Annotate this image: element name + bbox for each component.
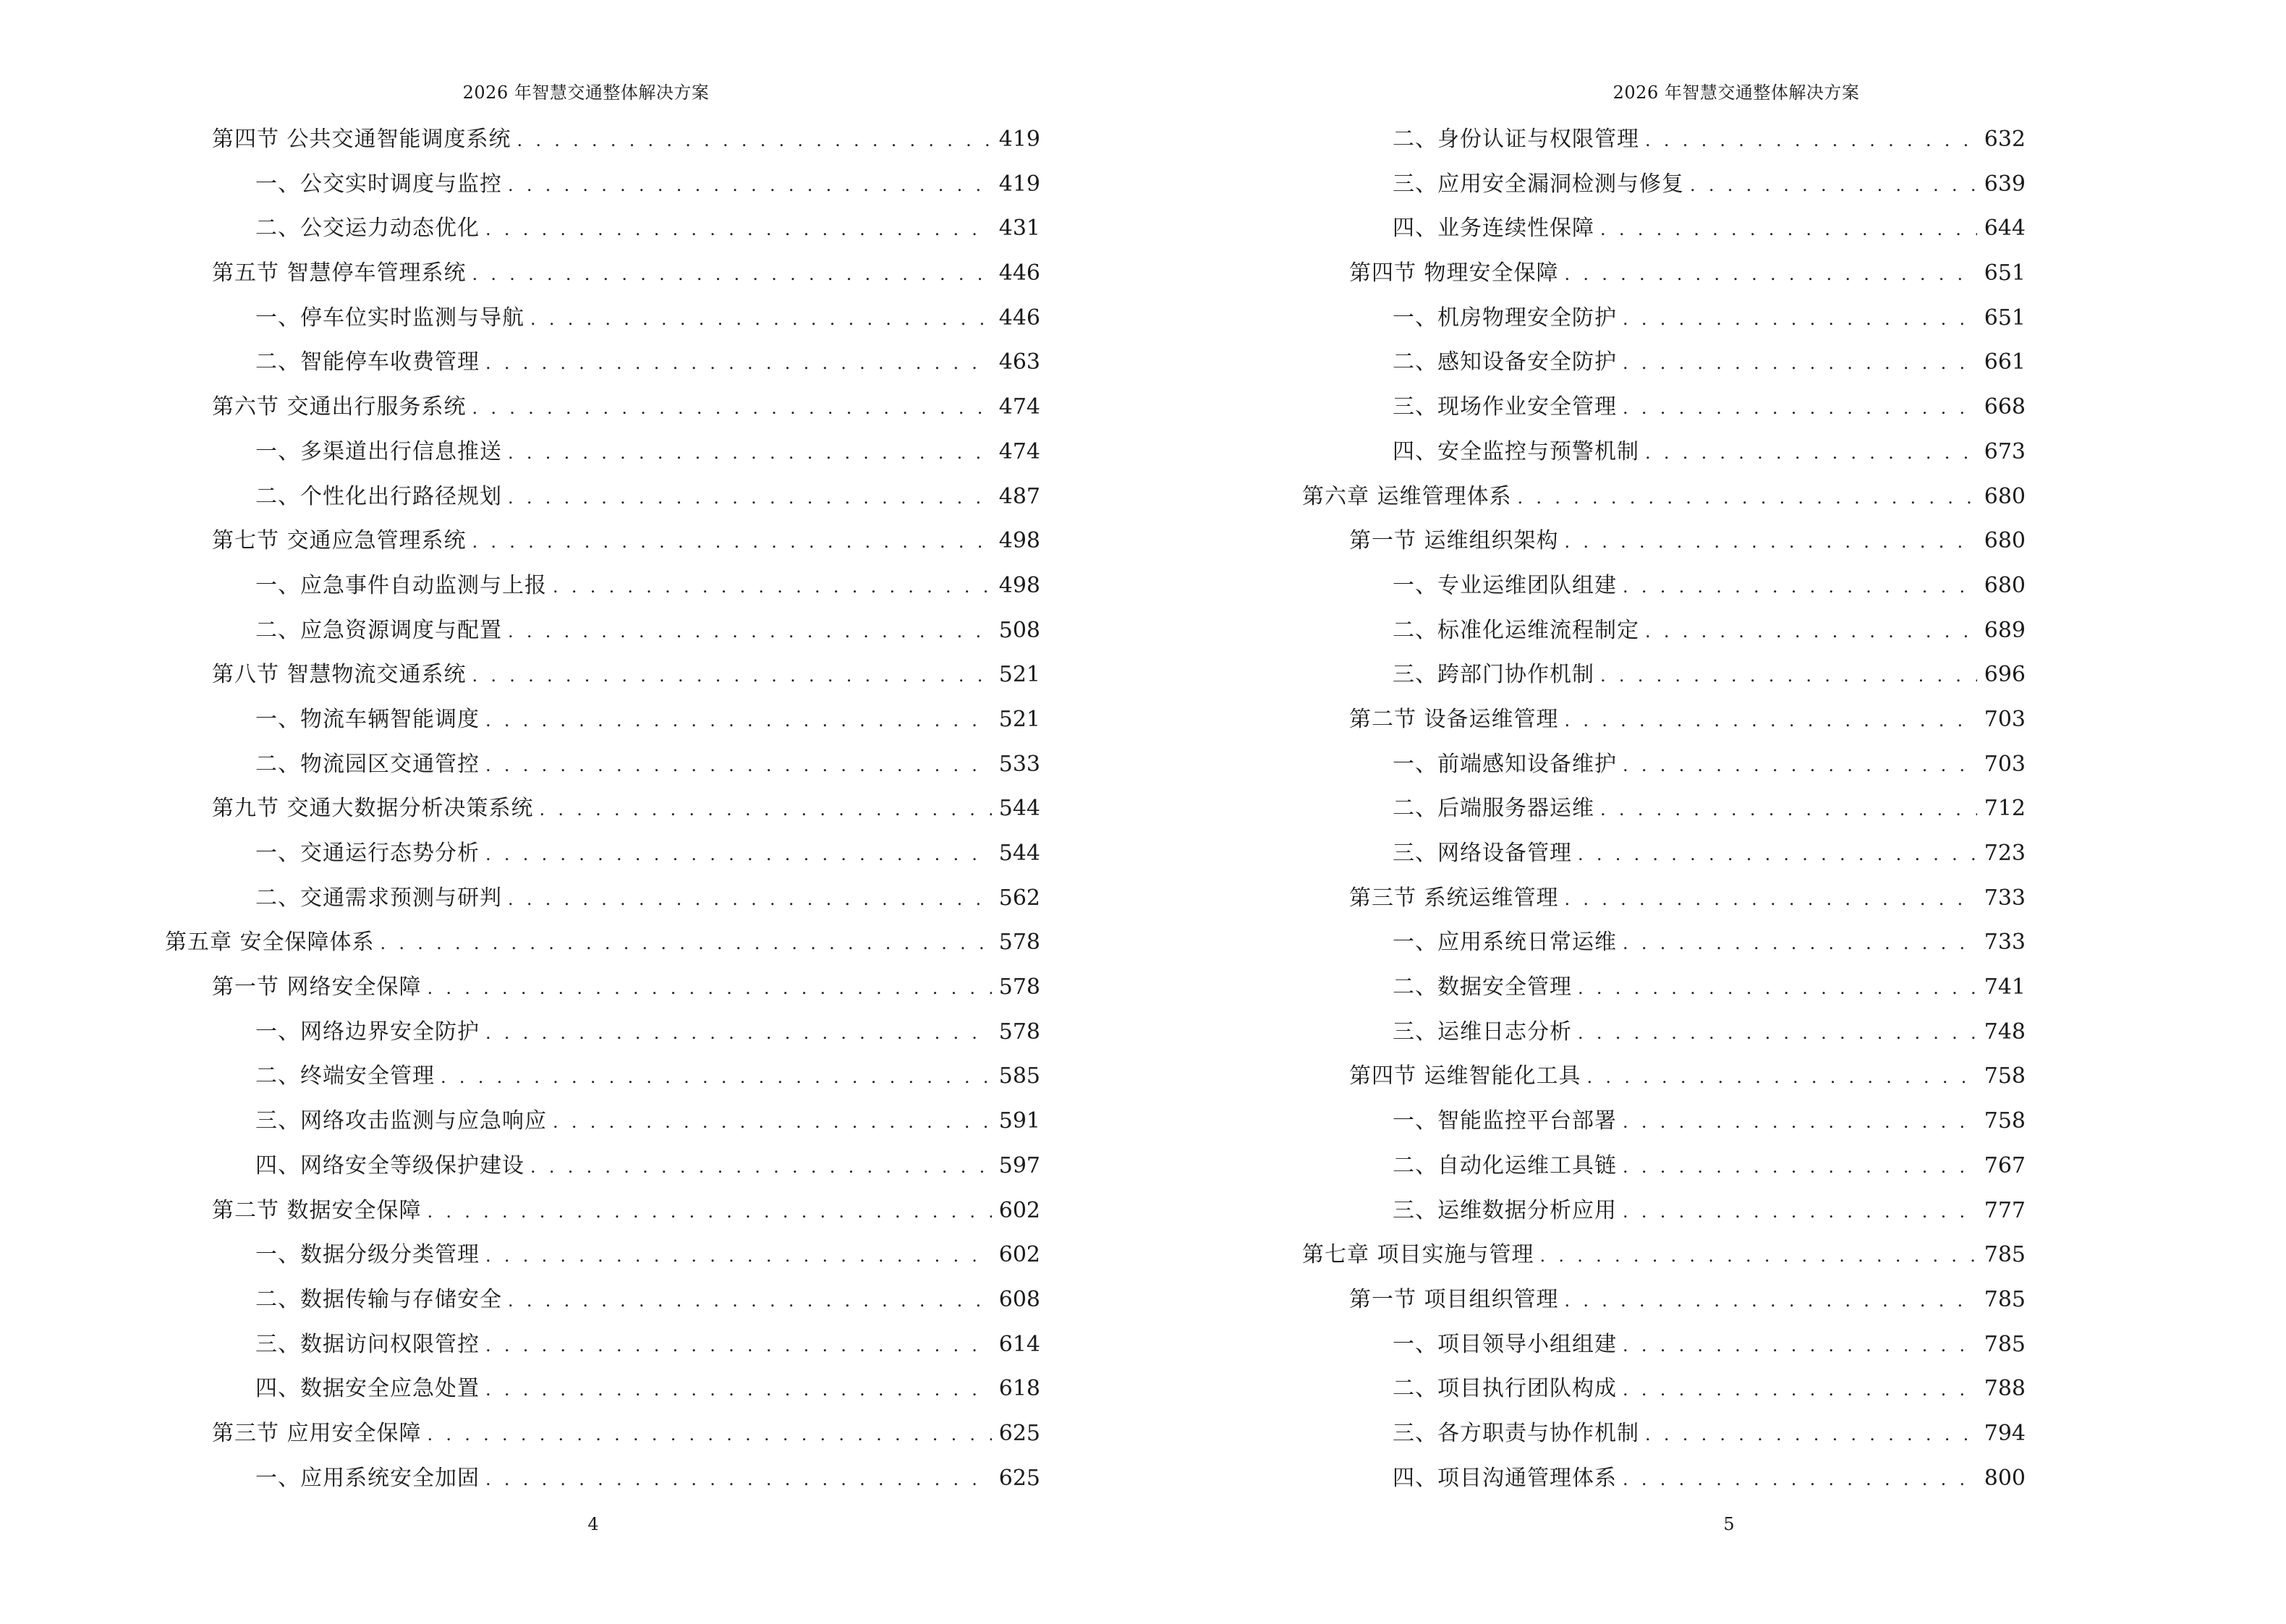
toc-section-entry[interactable] [1302, 1277, 2026, 1322]
toc-section-entry[interactable] [165, 385, 1040, 430]
running-header: 2026 年智慧交通整体解决方案 [1612, 82, 1860, 103]
toc-subsection-entry[interactable] [1302, 965, 2026, 1010]
toc-entry-title: 一、应用系统日常运维 [1393, 930, 1617, 956]
toc-subsection-entry[interactable] [165, 206, 1040, 251]
toc-section-entry[interactable] [1302, 519, 2026, 564]
toc-subsection-entry[interactable] [165, 162, 1040, 207]
toc-entry-page-number: 602 [998, 1197, 1040, 1223]
toc-dot-leader [485, 1368, 992, 1413]
toc-entry-page-number: 748 [1984, 1019, 2026, 1045]
toc-dot-leader [1565, 699, 1977, 744]
toc-entry-title: 第五节 智慧停车管理系统 [212, 260, 467, 286]
toc-entry-page-number: 544 [998, 796, 1040, 822]
toc-subsection-entry[interactable] [165, 564, 1040, 608]
toc-entry-title: 第一节 运维组织架构 [1349, 528, 1559, 554]
toc-entry-page-number: 578 [998, 1019, 1040, 1045]
toc-dot-leader [508, 1279, 992, 1324]
toc-subsection-entry[interactable] [1302, 920, 2026, 965]
toc-entry-page-number: 602 [998, 1242, 1040, 1268]
toc-entry-title: 第四节 物理安全保障 [1349, 260, 1559, 286]
toc-entry-title: 二、物流园区交通管控 [255, 751, 480, 777]
toc-entry-page-number: 578 [998, 930, 1040, 956]
toc-entry-page-number: 614 [998, 1331, 1040, 1357]
toc-section-entry[interactable] [165, 965, 1040, 1010]
toc-entry-page-number: 487 [998, 483, 1040, 509]
toc-entry-page-number: 632 [1984, 127, 2026, 152]
toc-entry-title: 二、终端安全管理 [255, 1063, 435, 1089]
toc-dot-leader [1623, 922, 1977, 966]
toc-entry-title: 一、智能监控平台部署 [1393, 1108, 1617, 1134]
toc-subsection-entry[interactable] [1302, 430, 2026, 475]
toc-dot-leader [1518, 476, 1977, 521]
toc-chapter-entry[interactable] [165, 920, 1040, 965]
toc-entry-page-number: 562 [998, 885, 1040, 911]
toc-dot-leader [485, 699, 992, 744]
toc-dot-leader [485, 1458, 992, 1502]
toc-entry-title: 二、自动化运维工具链 [1393, 1152, 1617, 1178]
toc-entry-title: 第九节 交通大数据分析决策系统 [212, 796, 534, 822]
toc-entry-page-number: 785 [1984, 1331, 2026, 1357]
table-of-contents [1302, 117, 2026, 1500]
toc-entry-page-number: 597 [998, 1152, 1040, 1178]
toc-subsection-entry[interactable] [1302, 1411, 2026, 1456]
toc-dot-leader [1690, 163, 1977, 208]
toc-subsection-entry[interactable] [165, 1099, 1040, 1144]
toc-entry-title: 二、个性化出行路径规划 [255, 483, 502, 509]
toc-entry-page-number: 741 [1984, 974, 2026, 1000]
toc-entry-page-number: 474 [998, 394, 1040, 420]
toc-entry-title: 一、多渠道出行信息推送 [255, 438, 502, 464]
toc-section-entry[interactable] [1302, 251, 2026, 296]
toc-entry-title: 三、运维日志分析 [1393, 1019, 1572, 1045]
running-header: 2026 年智慧交通整体解决方案 [462, 82, 710, 103]
toc-entry-page-number: 758 [1984, 1108, 2026, 1134]
toc-entry-title: 一、前端感知设备维护 [1393, 751, 1617, 777]
toc-entry-page-number: 521 [998, 662, 1040, 688]
toc-subsection-entry[interactable] [165, 1277, 1040, 1322]
toc-entry-title: 第八节 智慧物流交通系统 [212, 662, 467, 688]
toc-subsection-entry[interactable] [165, 296, 1040, 341]
toc-entry-page-number: 673 [1984, 438, 2026, 464]
toc-dot-leader [1540, 1234, 1977, 1279]
toc-subsection-entry[interactable] [165, 1322, 1040, 1367]
toc-entry-title: 第二节 数据安全保障 [212, 1197, 422, 1223]
toc-dot-leader [1578, 1011, 1977, 1056]
toc-subsection-entry[interactable] [1302, 117, 2026, 162]
toc-chapter-entry[interactable] [1302, 475, 2026, 519]
toc-subsection-entry[interactable] [1302, 1099, 2026, 1144]
toc-subsection-entry[interactable] [1302, 1366, 2026, 1411]
toc-dot-leader [1623, 341, 1977, 386]
toc-subsection-entry[interactable] [1302, 162, 2026, 207]
toc-entry-page-number: 498 [998, 572, 1040, 598]
page-number: 5 [1723, 1514, 1735, 1534]
toc-subsection-entry[interactable] [1302, 1322, 2026, 1367]
toc-entry-page-number: 544 [998, 841, 1040, 866]
toc-section-entry[interactable] [1302, 697, 2026, 742]
toc-entry-title: 三、网络攻击监测与应急响应 [255, 1108, 547, 1134]
toc-dot-leader [530, 297, 992, 342]
toc-subsection-entry[interactable] [1302, 1010, 2026, 1055]
toc-entry-title: 二、项目执行团队构成 [1393, 1376, 1617, 1402]
toc-entry-title: 第四节 运维智能化工具 [1349, 1063, 1581, 1089]
toc-entry-title: 第三节 应用安全保障 [212, 1420, 422, 1446]
toc-subsection-entry[interactable] [165, 1366, 1040, 1411]
toc-dot-leader [472, 386, 992, 431]
toc-dot-leader [485, 833, 992, 877]
toc-entry-title: 二、应急资源调度与配置 [255, 617, 502, 643]
toc-entry-page-number: 680 [1984, 483, 2026, 509]
toc-subsection-entry[interactable] [165, 1144, 1040, 1189]
toc-subsection-entry[interactable] [165, 1010, 1040, 1055]
toc-entry-title: 第六章 运维管理体系 [1302, 483, 1512, 509]
toc-entry-title: 第七节 交通应急管理系统 [212, 528, 467, 554]
toc-entry-page-number: 696 [1984, 662, 2026, 688]
toc-entry-title: 一、应用系统安全加固 [255, 1465, 480, 1491]
toc-section-entry[interactable] [165, 519, 1040, 564]
toc-entry-title: 三、各方职责与协作机制 [1393, 1420, 1639, 1446]
toc-entry-page-number: 703 [1984, 706, 2026, 732]
toc-entry-page-number: 703 [1984, 751, 2026, 777]
toc-dot-leader [428, 966, 992, 1011]
toc-subsection-entry[interactable] [165, 1233, 1040, 1277]
toc-dot-leader [1623, 1190, 1977, 1235]
toc-entry-title: 一、专业运维团队组建 [1393, 572, 1617, 598]
toc-entry-page-number: 625 [998, 1465, 1040, 1491]
toc-dot-leader [485, 1011, 992, 1056]
toc-dot-leader [485, 341, 992, 386]
toc-entry-page-number: 585 [998, 1063, 1040, 1089]
toc-entry-page-number: 785 [1984, 1242, 2026, 1268]
toc-entry-title: 第一节 项目组织管理 [1349, 1286, 1559, 1312]
toc-subsection-entry[interactable] [165, 831, 1040, 876]
toc-entry-page-number: 651 [1984, 305, 2026, 331]
toc-section-entry[interactable] [165, 652, 1040, 697]
toc-subsection-entry[interactable] [1302, 1456, 2026, 1501]
toc-entry-page-number: 508 [998, 617, 1040, 643]
toc-dot-leader [508, 877, 992, 922]
toc-entry-title: 二、智能停车收费管理 [255, 349, 480, 375]
toc-entry-page-number: 431 [998, 216, 1040, 242]
toc-dot-leader [472, 252, 992, 297]
toc-section-entry[interactable] [1302, 1054, 2026, 1099]
toc-subsection-entry[interactable] [165, 608, 1040, 653]
toc-dot-leader [517, 119, 992, 163]
toc-entry-page-number: 723 [1984, 841, 2026, 866]
toc-section-entry[interactable] [165, 117, 1040, 162]
toc-entry-page-number: 800 [1984, 1465, 2026, 1491]
toc-entry-title: 一、交通运行态势分析 [255, 841, 480, 866]
toc-entry-page-number: 788 [1984, 1376, 2026, 1402]
toc-entry-page-number: 689 [1984, 617, 2026, 643]
toc-dot-leader [1565, 877, 1977, 922]
toc-dot-leader [441, 1055, 992, 1100]
toc-section-entry[interactable] [165, 1411, 1040, 1456]
toc-entry-title: 二、身份认证与权限管理 [1393, 127, 1639, 152]
toc-subsection-entry[interactable] [1302, 652, 2026, 697]
toc-entry-page-number: 419 [998, 127, 1040, 152]
toc-dot-leader [1623, 1458, 1977, 1502]
toc-entry-page-number: 446 [998, 305, 1040, 331]
toc-dot-leader [1623, 1100, 1977, 1145]
toc-entry-title: 一、网络边界安全防护 [255, 1019, 480, 1045]
page-number: 4 [587, 1514, 599, 1534]
toc-subsection-entry[interactable] [1302, 1189, 2026, 1233]
toc-dot-leader [1623, 744, 1977, 788]
toc-entry-title: 第一节 网络安全保障 [212, 974, 422, 1000]
toc-chapter-entry[interactable] [1302, 1233, 2026, 1277]
toc-entry-page-number: 794 [1984, 1420, 2026, 1446]
toc-dot-leader [485, 1324, 992, 1369]
toc-entry-page-number: 661 [1984, 349, 2026, 375]
toc-subsection-entry[interactable] [165, 1054, 1040, 1099]
toc-subsection-entry[interactable] [165, 876, 1040, 921]
toc-entry-title: 二、标准化运维流程制定 [1393, 617, 1639, 643]
right-page [1143, 0, 2286, 1624]
toc-entry-page-number: 446 [998, 260, 1040, 286]
toc-entry-title: 一、机房物理安全防护 [1393, 305, 1617, 331]
toc-entry-page-number: 578 [998, 974, 1040, 1000]
toc-entry-page-number: 651 [1984, 260, 2026, 286]
toc-dot-leader [1565, 1279, 1977, 1324]
toc-entry-title: 二、数据传输与存储安全 [255, 1286, 502, 1312]
toc-entry-title: 第七章 项目实施与管理 [1302, 1242, 1534, 1268]
toc-subsection-entry[interactable] [165, 475, 1040, 519]
toc-entry-title: 一、应急事件自动监测与上报 [255, 572, 547, 598]
toc-section-entry[interactable] [165, 786, 1040, 831]
toc-dot-leader [1645, 1413, 1977, 1458]
toc-entry-title: 三、运维数据分析应用 [1393, 1197, 1617, 1223]
toc-dot-leader [1645, 119, 1977, 163]
toc-subsection-entry[interactable] [1302, 296, 2026, 341]
toc-dot-leader [472, 654, 992, 699]
toc-subsection-entry[interactable] [165, 340, 1040, 385]
toc-entry-title: 三、网络设备管理 [1393, 841, 1572, 866]
toc-subsection-entry[interactable] [1302, 564, 2026, 608]
toc-dot-leader [485, 744, 992, 788]
toc-dot-leader [1565, 520, 1977, 565]
toc-dot-leader [428, 1190, 992, 1235]
toc-dot-leader [1578, 833, 1977, 877]
toc-entry-page-number: 767 [1984, 1152, 2026, 1178]
toc-entry-page-number: 618 [998, 1376, 1040, 1402]
table-of-contents [165, 117, 1040, 1500]
toc-entry-page-number: 758 [1984, 1063, 2026, 1089]
toc-section-entry[interactable] [165, 251, 1040, 296]
toc-dot-leader [540, 788, 992, 833]
toc-entry-title: 第六节 交通出行服务系统 [212, 394, 467, 420]
toc-dot-leader [381, 922, 992, 966]
toc-entry-title: 四、项目沟通管理体系 [1393, 1465, 1617, 1491]
toc-entry-title: 二、后端服务器运维 [1393, 796, 1594, 822]
toc-dot-leader [1623, 297, 1977, 342]
toc-dot-leader [530, 1145, 992, 1190]
toc-entry-title: 第二节 设备运维管理 [1349, 706, 1559, 732]
toc-dot-leader [1645, 610, 1977, 655]
toc-subsection-entry[interactable] [165, 1456, 1040, 1501]
toc-entry-page-number: 733 [1984, 930, 2026, 956]
toc-entry-title: 三、跨部门协作机制 [1393, 662, 1594, 688]
toc-subsection-entry[interactable] [1302, 786, 2026, 831]
toc-subsection-entry[interactable] [1302, 206, 2026, 251]
toc-entry-page-number: 639 [1984, 171, 2026, 197]
toc-entry-title: 一、物流车辆智能调度 [255, 706, 480, 732]
toc-dot-leader [472, 520, 992, 565]
toc-entry-page-number: 680 [1984, 572, 2026, 598]
toc-entry-title: 一、公交实时调度与监控 [255, 171, 502, 197]
toc-entry-title: 一、数据分级分类管理 [255, 1242, 480, 1268]
toc-entry-page-number: 474 [998, 438, 1040, 464]
toc-dot-leader [508, 610, 992, 655]
toc-entry-page-number: 733 [1984, 885, 2026, 911]
toc-subsection-entry[interactable] [1302, 340, 2026, 385]
toc-entry-page-number: 498 [998, 528, 1040, 554]
toc-subsection-entry[interactable] [1302, 385, 2026, 430]
toc-entry-page-number: 625 [998, 1420, 1040, 1446]
toc-dot-leader [1623, 565, 1977, 610]
toc-dot-leader [1600, 788, 1977, 833]
toc-entry-title: 二、感知设备安全防护 [1393, 349, 1617, 375]
toc-entry-page-number: 419 [998, 171, 1040, 197]
toc-dot-leader [1600, 654, 1977, 699]
toc-dot-leader [1623, 1368, 1977, 1413]
toc-dot-leader [1623, 386, 1977, 431]
toc-subsection-entry[interactable] [165, 742, 1040, 787]
toc-subsection-entry[interactable] [1302, 1144, 2026, 1189]
toc-dot-leader [1623, 1324, 1977, 1369]
toc-entry-title: 四、业务连续性保障 [1393, 216, 1594, 242]
toc-dot-leader [553, 1100, 992, 1145]
toc-entry-page-number: 785 [1984, 1286, 2026, 1312]
toc-entry-page-number: 644 [1984, 216, 2026, 242]
toc-entry-page-number: 668 [1984, 394, 2026, 420]
toc-dot-leader [508, 476, 992, 521]
toc-dot-leader [1645, 431, 1977, 476]
toc-entry-page-number: 521 [998, 706, 1040, 732]
toc-entry-title: 二、公交运力动态优化 [255, 216, 480, 242]
toc-entry-title: 第三节 系统运维管理 [1349, 885, 1559, 911]
toc-section-entry[interactable] [1302, 876, 2026, 921]
toc-entry-page-number: 680 [1984, 528, 2026, 554]
toc-entry-title: 四、数据安全应急处置 [255, 1376, 480, 1402]
toc-dot-leader [508, 431, 992, 476]
toc-subsection-entry[interactable] [165, 430, 1040, 475]
toc-subsection-entry[interactable] [165, 697, 1040, 742]
toc-subsection-entry[interactable] [1302, 831, 2026, 876]
toc-entry-title: 三、数据访问权限管控 [255, 1331, 480, 1357]
toc-entry-page-number: 777 [1984, 1197, 2026, 1223]
toc-dot-leader [508, 163, 992, 208]
toc-dot-leader [553, 565, 992, 610]
toc-entry-title: 四、安全监控与预警机制 [1393, 438, 1639, 464]
toc-dot-leader [1565, 252, 1977, 297]
toc-dot-leader [1623, 1145, 1977, 1190]
toc-section-entry[interactable] [165, 1189, 1040, 1233]
toc-entry-page-number: 533 [998, 751, 1040, 777]
toc-entry-page-number: 591 [998, 1108, 1040, 1134]
toc-dot-leader [485, 1234, 992, 1279]
toc-entry-title: 三、现场作业安全管理 [1393, 394, 1617, 420]
toc-entry-title: 二、数据安全管理 [1393, 974, 1572, 1000]
toc-entry-page-number: 608 [998, 1286, 1040, 1312]
toc-entry-title: 第四节 公共交通智能调度系统 [212, 127, 511, 152]
toc-entry-title: 一、项目领导小组组建 [1393, 1331, 1617, 1357]
toc-entry-title: 三、应用安全漏洞检测与修复 [1393, 171, 1684, 197]
toc-entry-title: 一、停车位实时监测与导航 [255, 305, 524, 331]
toc-subsection-entry[interactable] [1302, 608, 2026, 653]
toc-entry-title: 二、交通需求预测与研判 [255, 885, 502, 911]
toc-subsection-entry[interactable] [1302, 742, 2026, 787]
toc-dot-leader [485, 208, 992, 252]
toc-dot-leader [1600, 208, 1977, 252]
toc-entry-page-number: 712 [1984, 796, 2026, 822]
toc-dot-leader [1578, 966, 1977, 1011]
toc-entry-page-number: 463 [998, 349, 1040, 375]
toc-entry-title: 四、网络安全等级保护建设 [255, 1152, 524, 1178]
toc-entry-title: 第五章 安全保障体系 [165, 930, 375, 956]
toc-dot-leader [1587, 1055, 1977, 1100]
toc-dot-leader [428, 1413, 992, 1458]
